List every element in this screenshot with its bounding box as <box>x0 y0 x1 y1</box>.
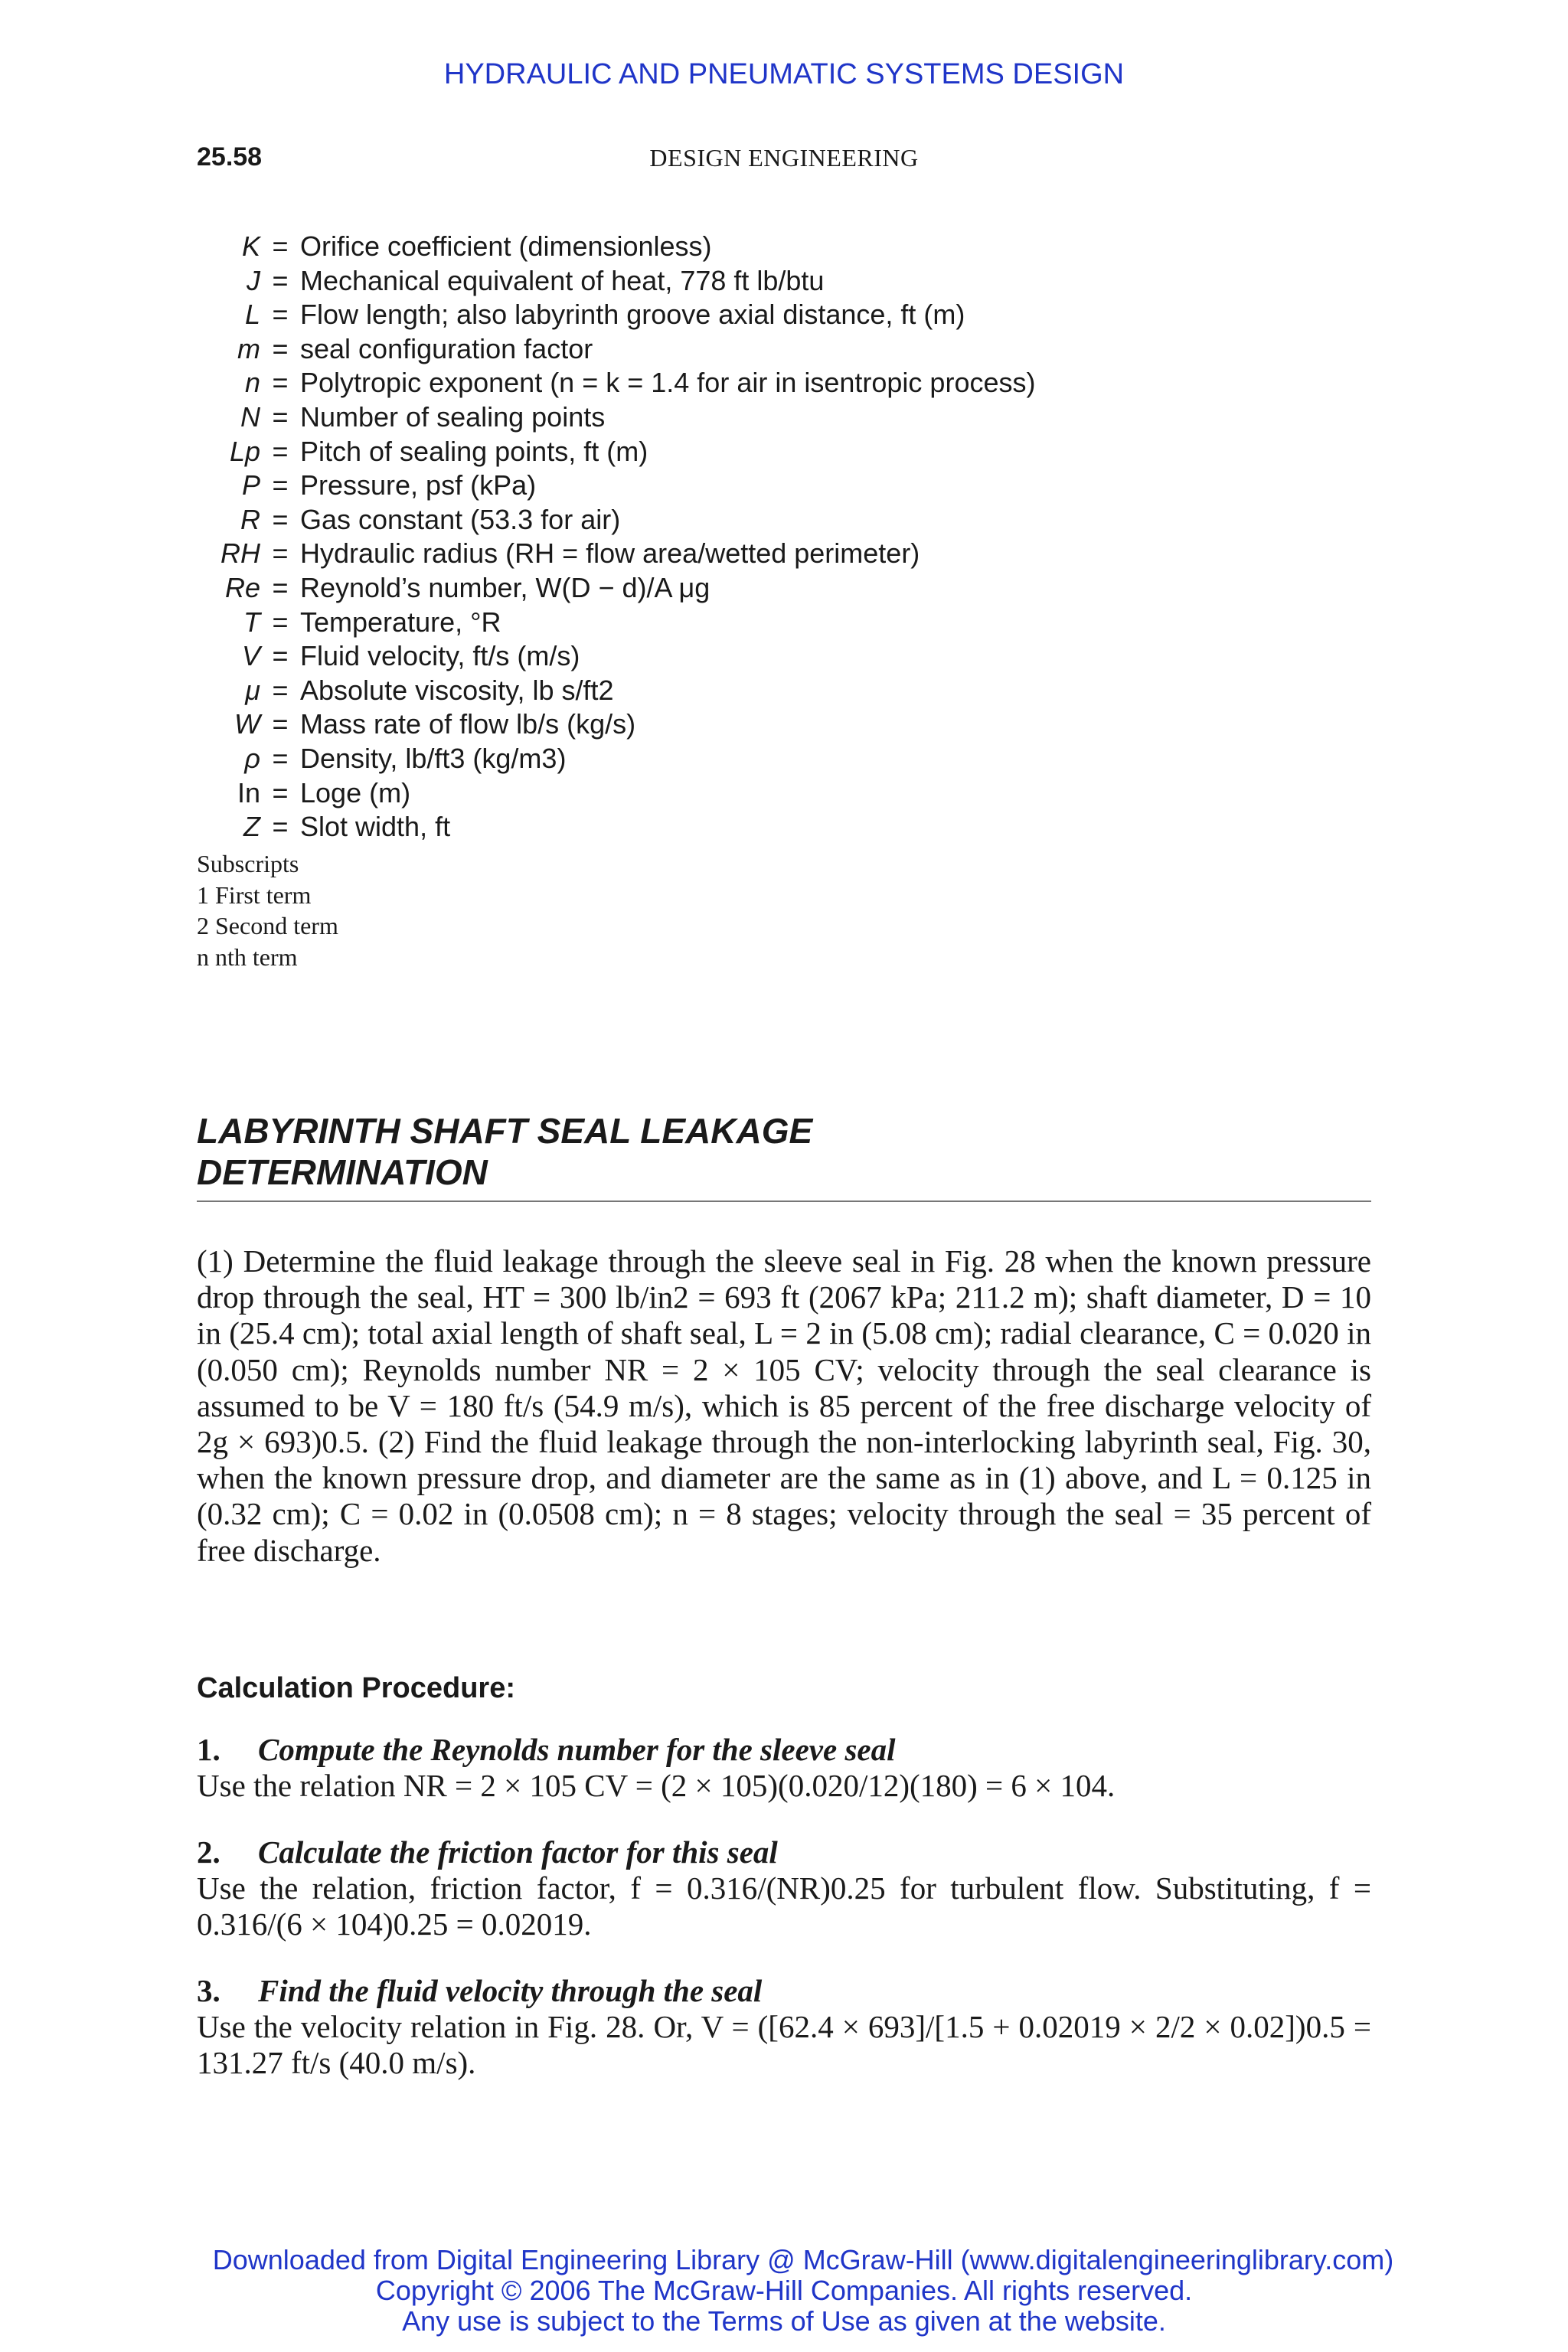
section-heading <box>197 1110 1376 1193</box>
nomenclature-definition: Temperature, °R <box>300 606 501 638</box>
nomenclature-symbol: Re <box>224 571 260 603</box>
nomenclature-row <box>0 810 1225 844</box>
nomenclature-symbol: In <box>237 776 260 808</box>
nomenclature-definition: Orifice coefficient (dimensionless) <box>300 230 712 262</box>
nomenclature-row <box>0 298 1225 332</box>
book-title-banner: HYDRAULIC AND PNEUMATIC SYSTEMS DESIGN <box>443 58 1125 90</box>
nomenclature-symbol: Z <box>243 811 260 843</box>
nomenclature-symbol: J <box>247 264 260 296</box>
calculation-steps <box>197 1732 1371 2112</box>
nomenclature-definition: Mechanical equivalent of heat, 778 ft lb/btu <box>300 264 825 296</box>
step-number: 3. <box>197 1973 220 2008</box>
step-number: 1. <box>197 1732 220 1767</box>
step-body: Use the relation, friction factor, f = 0.316/(NR)0.25 for turbulent flow. Substituting, f = 0.316/(6 × 104)0.25 = 0.02019. <box>197 1870 1371 1942</box>
nomenclature-row <box>0 469 1225 503</box>
nomenclature-definition: seal configuration factor <box>300 332 593 364</box>
copyright-footer <box>0 2245 1568 2337</box>
nomenclature-definition: Absolute viscosity, lb s/ft2 <box>300 674 614 706</box>
equals-sign: = <box>272 776 289 808</box>
problem-statement: (1) Determine the fluid leakage through the sleeve seal in Fig. 28 when the known pressure drop through the seal, HT = 300 lb/in2 = 693 ft (2067 kPa; 211.2 m); shaft diameter, D = 10 in (25.4 cm); total axial length of shaft seal, L = 2 in (5.08 cm); radial clearance, C = 0.020 in (0.050 cm); Reynolds number NR = 2 × 105 CV; velocity through the seal clearance is assumed to be V = 180 ft/s (54.9 m/s), which is 85 percent of the free discharge velocity of 2g × 693)0.5. (2) Find the fluid leakage through the non-interlocking labyrinth seal, Fig. 30, when the known pressure drop, and diameter are the same as in (1) above, and L = 0.125 in (0.32 cm); C = 0.02 in (0.0508 cm); n = 8 stages; velocity through the seal = 35 percent of free discharge. <box>197 1243 1371 1568</box>
running-title: DESIGN ENGINEERING <box>649 144 919 172</box>
nomenclature-row <box>0 571 1225 606</box>
subscript-item: n nth term <box>197 942 298 971</box>
nomenclature-definition: Gas constant (53.3 for air) <box>300 503 621 535</box>
equals-sign: = <box>272 367 289 399</box>
nomenclature-row <box>0 742 1225 776</box>
step-heading <box>197 1732 1371 1768</box>
equals-sign: = <box>272 606 289 638</box>
equals-sign: = <box>272 435 289 467</box>
nomenclature-row <box>0 366 1225 400</box>
nomenclature-symbol: P <box>241 469 260 501</box>
nomenclature-symbol: ρ <box>244 742 260 774</box>
nomenclature-row <box>0 776 1225 811</box>
step-title: Find the fluid velocity through the seal <box>258 1973 763 2008</box>
nomenclature-symbol: μ <box>245 674 260 706</box>
nomenclature-row <box>0 707 1225 742</box>
nomenclature-definition: Pressure, psf (kPa) <box>300 469 537 501</box>
subscripts-block <box>197 848 338 972</box>
step-title: Calculate the friction factor for this seal <box>258 1834 778 1870</box>
nomenclature-row <box>0 639 1225 674</box>
nomenclature-symbol: Lp <box>229 435 260 467</box>
subscript-item: 2 Second term <box>197 912 338 939</box>
equals-sign: = <box>272 332 289 364</box>
equals-sign: = <box>272 742 289 774</box>
download-link[interactable]: Downloaded from Digital Engineering Library @ McGraw-Hill (www.digitalengineeringlibrary.com) <box>212 2244 1394 2275</box>
nomenclature-list <box>0 230 1225 844</box>
nomenclature-row <box>0 537 1225 571</box>
nomenclature-symbol: N <box>240 400 260 433</box>
nomenclature-symbol: RH <box>220 537 260 570</box>
section-heading-line: LABYRINTH SHAFT SEAL LEAKAGE <box>197 1111 813 1151</box>
copyright-notice: Copyright © 2006 The McGraw-Hill Companies. All rights reserved. <box>375 2275 1193 2306</box>
equals-sign: = <box>272 299 289 331</box>
step-heading <box>197 1834 1371 1870</box>
nomenclature-symbol: V <box>241 640 260 672</box>
nomenclature-symbol: R <box>240 503 260 535</box>
nomenclature-row <box>0 435 1225 469</box>
section-heading-line: DETERMINATION <box>197 1152 488 1192</box>
calculation-procedure-heading: Calculation Procedure: <box>197 1672 515 1704</box>
nomenclature-symbol: W <box>234 708 260 740</box>
subscript-item: 1 First term <box>197 880 312 909</box>
nomenclature-definition: Flow length; also labyrinth groove axial distance, ft (m) <box>300 299 965 331</box>
equals-sign: = <box>272 708 289 740</box>
calculation-step <box>197 1973 1371 2081</box>
subscripts-heading: Subscripts <box>197 850 299 877</box>
step-heading <box>197 1973 1371 2009</box>
nomenclature-row <box>0 264 1225 299</box>
equals-sign: = <box>272 640 289 672</box>
equals-sign: = <box>272 537 289 570</box>
equals-sign: = <box>272 811 289 843</box>
nomenclature-symbol: m <box>237 332 260 364</box>
equals-sign: = <box>272 503 289 535</box>
equals-sign: = <box>272 264 289 296</box>
step-body: Use the relation NR = 2 × 105 CV = (2 × 105)(0.020/12)(180) = 6 × 104. <box>197 1768 1116 1803</box>
equals-sign: = <box>272 674 289 706</box>
running-head <box>0 142 1568 173</box>
nomenclature-definition: Slot width, ft <box>300 811 451 843</box>
step-number: 2. <box>197 1834 220 1870</box>
nomenclature-definition: Density, lb/ft3 (kg/m3) <box>300 742 567 774</box>
equals-sign: = <box>272 469 289 501</box>
nomenclature-symbol: K <box>241 230 260 262</box>
nomenclature-symbol: L <box>244 299 260 331</box>
nomenclature-definition: Reynold’s number, W(D − d)/A μg <box>300 571 710 603</box>
nomenclature-symbol: T <box>243 606 260 638</box>
nomenclature-symbol: n <box>244 367 260 399</box>
nomenclature-row <box>0 606 1225 640</box>
nomenclature-definition: Number of sealing points <box>300 400 606 433</box>
nomenclature-row <box>0 400 1225 435</box>
nomenclature-row <box>0 230 1225 264</box>
nomenclature-definition: Fluid velocity, ft/s (m/s) <box>300 640 580 672</box>
equals-sign: = <box>272 230 289 262</box>
nomenclature-definition: Loge (m) <box>300 776 411 808</box>
nomenclature-definition: Pitch of sealing points, ft (m) <box>300 435 648 467</box>
terms-of-use-link[interactable]: Any use is subject to the Terms of Use as given at the website. <box>402 2305 1166 2337</box>
nomenclature-row <box>0 674 1225 708</box>
nomenclature-definition: Polytropic exponent (n = k = 1.4 for air in isentropic process) <box>300 367 1036 399</box>
equals-sign: = <box>272 400 289 433</box>
nomenclature-definition: Mass rate of flow lb/s (kg/s) <box>300 708 636 740</box>
calculation-step <box>197 1834 1371 1942</box>
equals-sign: = <box>272 571 289 603</box>
nomenclature-definition: Hydraulic radius (RH = flow area/wetted perimeter) <box>300 537 920 570</box>
page-number: 25.58 <box>197 142 263 172</box>
nomenclature-row <box>0 503 1225 537</box>
calculation-step <box>197 1732 1371 1804</box>
nomenclature-row <box>0 332 1225 367</box>
step-body: Use the velocity relation in Fig. 28. Or, V = ([62.4 × 693]/[1.5 + 0.02019 × 2/2 × 0.02])0.5 = 131.27 ft/s (40.0 m/s). <box>197 2009 1371 2080</box>
section-divider <box>197 1200 1371 1202</box>
step-title: Compute the Reynolds number for the sleeve seal <box>258 1732 896 1767</box>
